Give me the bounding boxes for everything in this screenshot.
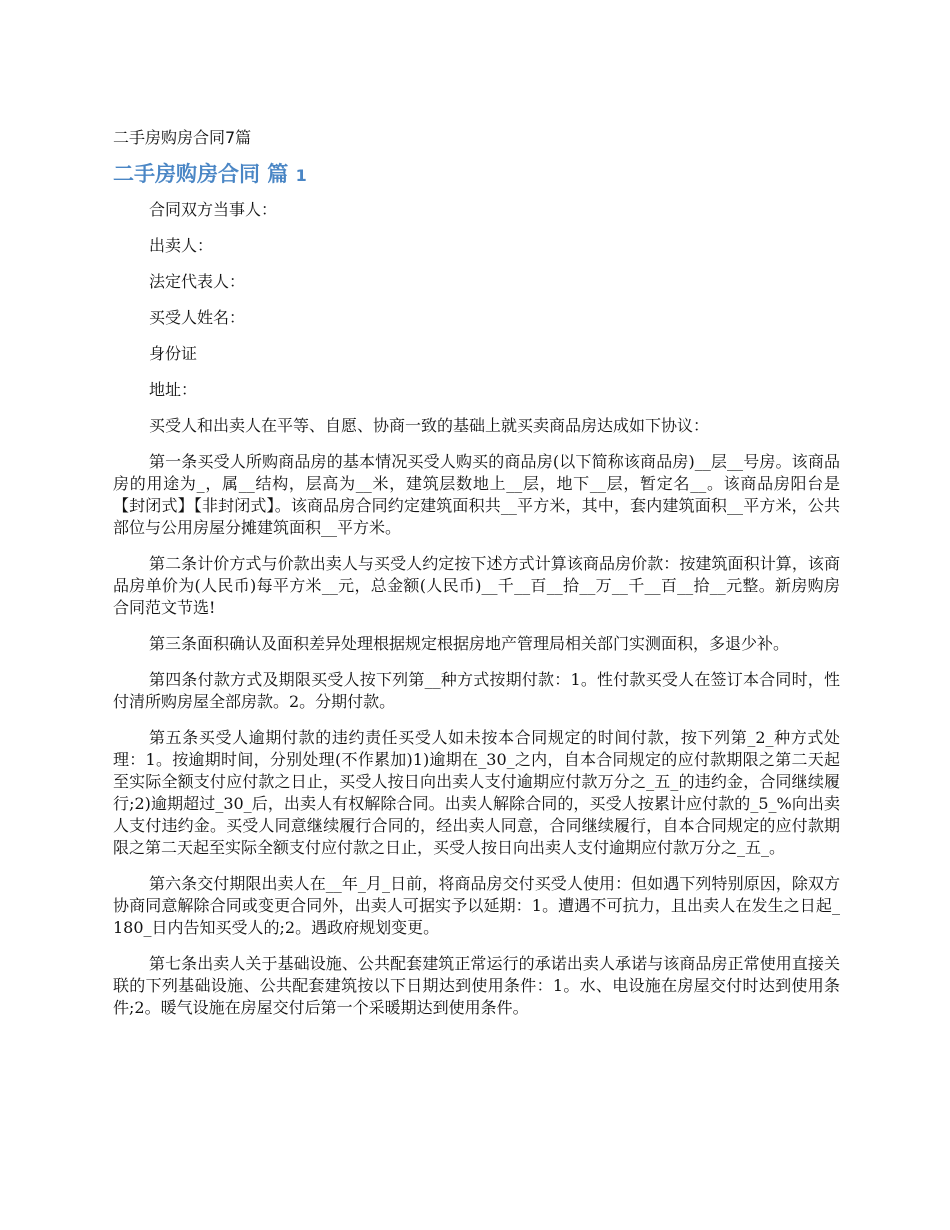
- paragraph-article-5: 第五条买受人逾期付款的违约责任买受人如未按本合同规定的时间付款，按下列第_2_种方式处理：1。按逾期时间，分别处理(不作累加)1)逾期在_30_之内，自本合同规定的应付款期限之第二天起至实际全额支付应付款之日止，买受人按日向出卖人支付逾期应付款万分之_五_的违约金，合同继续履行;2)逾期超过_30_后，出卖人有权解除合同。出卖人解除合同的，买受人按累计应付款的_5_%向出卖人支付违约金。买受人同意继续履行合同的，经出卖人同意，合同继续履行，自本合同规定的应付款期限之第二天起至实际全额支付应付款之日止，买受人按日向出卖人支付逾期应付款万分之_五_。: [113, 728, 840, 857]
- paragraph-article-1: 第一条买受人所购商品房的基本情况买受人购买的商品房(以下简称该商品房)__层__号房。该商品房的用途为_，属__结构，层高为__米，建筑层数地上__层，地下__层，暂定名__。该商品房阳台是【封闭式】【非封闭式】。该商品房合同约定建筑面积共__平方米，其中，套内建筑面积__平方米，公共部位与公用房屋分摊建筑面积__平方米。: [113, 452, 840, 537]
- paragraph-article-7: 第七条出卖人关于基础设施、公共配套建筑正常运行的承诺出卖人承诺与该商品房正常使用直接关联的下列基础设施、公共配套建筑按以下日期达到使用条件：1。水、电设施在房屋交付时达到使用条件;2。暖气设施在房屋交付后第一个采暖期达到使用条件。: [113, 954, 840, 1017]
- paragraph-id-card: 身份证: [149, 344, 198, 363]
- paragraph-legal-rep: 法定代表人：: [149, 272, 246, 291]
- paragraph-article-4: 第四条付款方式及期限买受人按下列第__种方式按期付款：1。性付款买受人在签订本合同时，性付清所购房屋全部房款。2。分期付款。: [113, 670, 840, 711]
- document-content: [113, 127, 840, 1033]
- paragraph-buyer-name: 买受人姓名：: [149, 308, 246, 327]
- section-heading: [113, 159, 840, 191]
- paragraph-article-6: 第六条交付期限出卖人在__年_月_日前，将商品房交付买受人使用：但如遇下列特别原因，除双方协商同意解除合同或变更合同外，出卖人可据实予以延期：1。遭遇不可抗力，且出卖人在发生之日起_180_日内告知买受人的;2。遇政府规划变更。: [113, 874, 840, 937]
- paragraph-seller: 出卖人：: [149, 236, 214, 255]
- paragraph-article-3: 第三条面积确认及面积差异处理根据规定根据房地产管理局相关部门实测面积，多退少补。: [149, 634, 790, 653]
- section-heading-text: 二手房购房合同 篇: [113, 162, 289, 186]
- document-title: 二手房购房合同7篇: [113, 128, 252, 147]
- section-heading-number: 1: [295, 166, 307, 185]
- paragraph-article-2: 第二条计价方式与价款出卖人与买受人约定按下述方式计算该商品房价款：按建筑面积计算，该商品房单价为(人民币)每平方米__元，总金额(人民币)__千__百__拾__万__千__百__拾__元整。新房购房合同范文节选!: [113, 554, 840, 617]
- paragraph-parties: 合同双方当事人：: [149, 200, 278, 219]
- paragraph-agreement-intro: 买受人和出卖人在平等、自愿、协商一致的基础上就买卖商品房达成如下协议：: [149, 416, 710, 435]
- paragraph-address: 地址：: [149, 380, 198, 399]
